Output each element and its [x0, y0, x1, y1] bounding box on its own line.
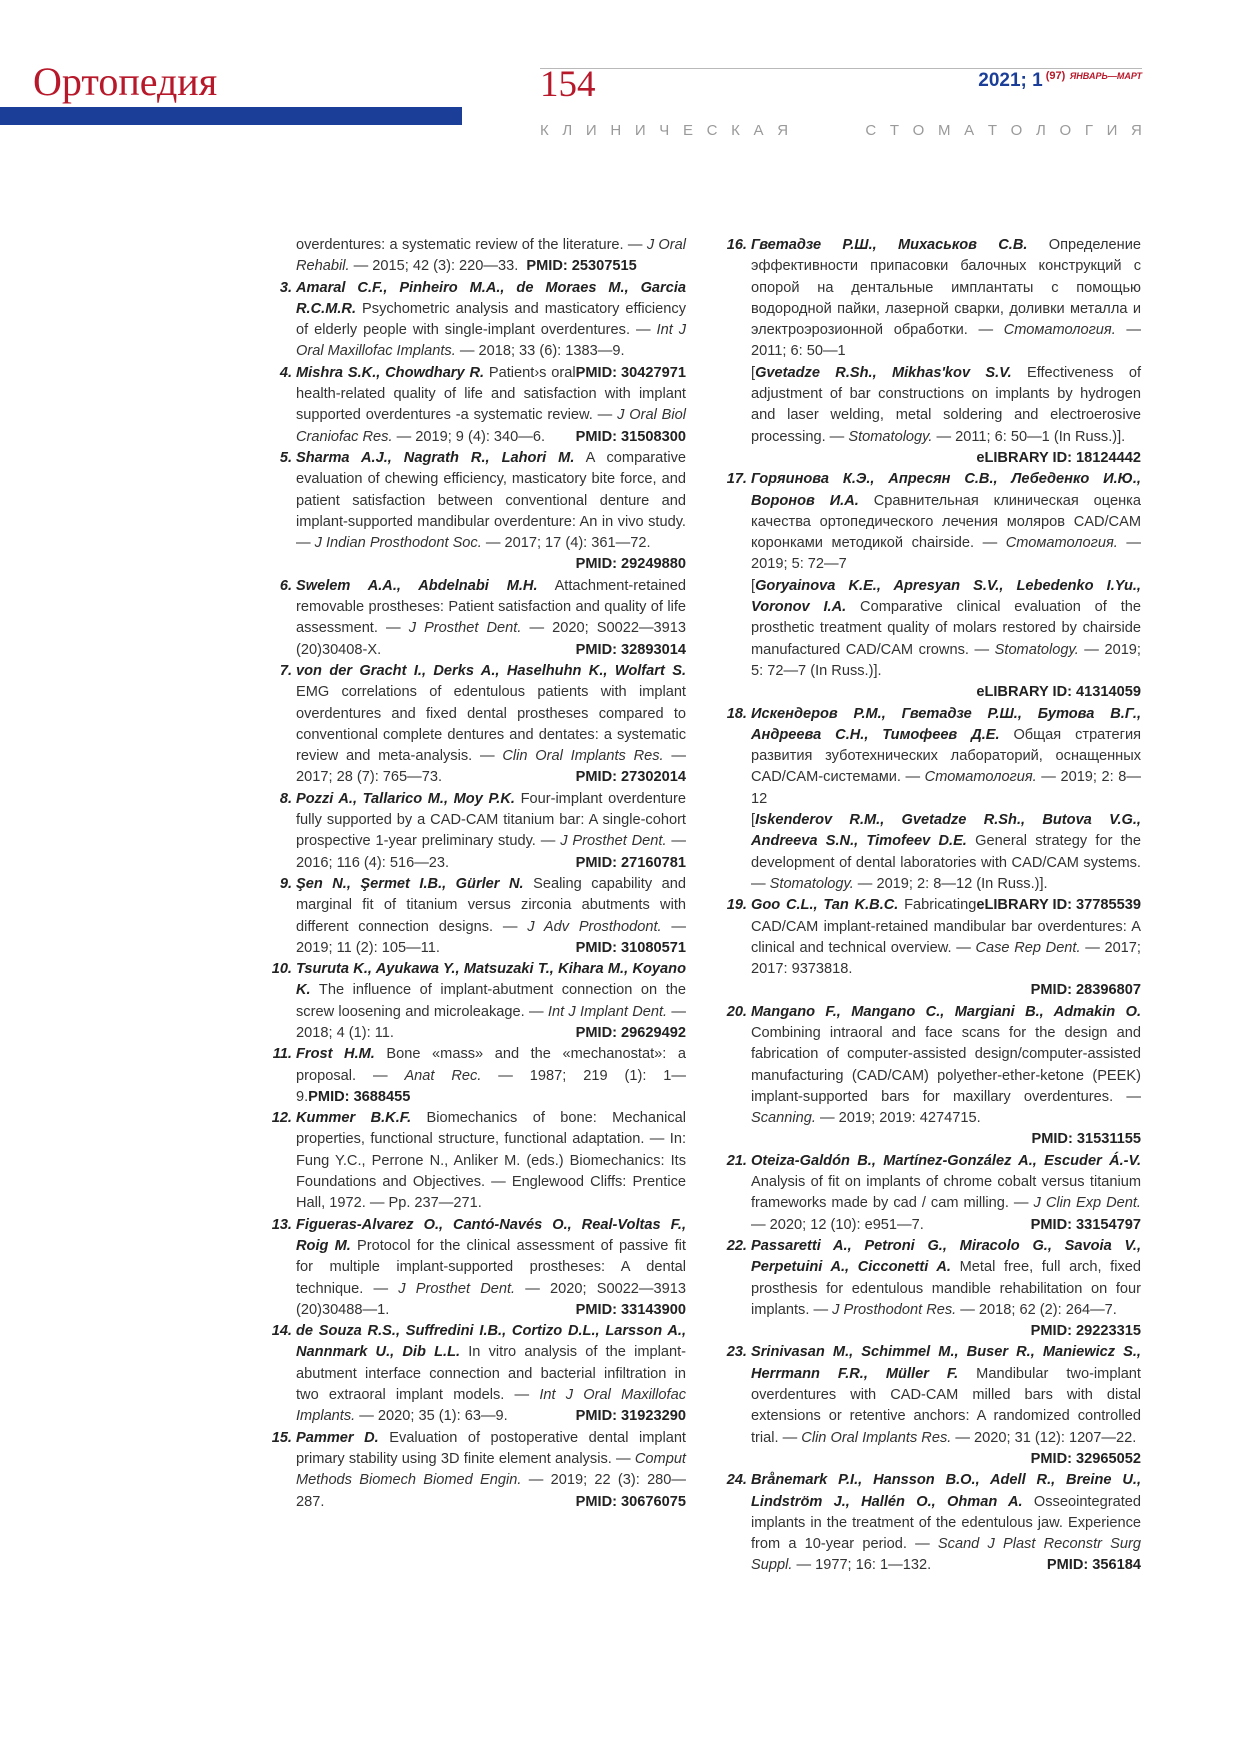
journal-letter: М	[938, 122, 951, 139]
issue-year-number: 2021; 1	[978, 70, 1043, 91]
reference-transliteration: [Gvetadze R.Sh., Mikhas'kov S.V. Effectiveness of adjustment of bar constructions on implants by hydrogen and laser welding, metal soldering and electroerosive processing. — Stomatology. — 2011; 6: 50—1 (In Russ.)].	[751, 364, 1142, 445]
reference-text: Osseointegrated implants in the treatment of the edentulous jaw. Experience from a 10-year period. —	[751, 1493, 1141, 1553]
reference-journal: Anat Rec.	[404, 1067, 482, 1084]
reference-authors-translit: Iskenderov R.M., Gvetadze R.Sh., Butova V.G., Andreeva S.N., Timofeev D.E.	[751, 812, 1141, 850]
journal-letter: И	[585, 122, 597, 139]
reference-journal: Стоматология.	[1005, 535, 1118, 552]
reference-number: 7.	[279, 662, 292, 679]
reference-elibrary-id: eLIBRARY ID: 18124442	[976, 449, 1141, 466]
reference-authors: Amaral C.F., Pinheiro M.A., de Moraes M., Garcia R.C.M.R.	[296, 279, 686, 317]
reference-item-24	[725, 1470, 1141, 1576]
reference-text: Psychometric analysis and masticatory efficiency of elderly people with single-implant overdentures. —	[296, 300, 686, 339]
reference-authors: von der Gracht I., Derks A., Haselhuhn K., Wolfart S.	[296, 662, 686, 679]
journal-letter: А	[964, 122, 975, 139]
reference-journal: J Adv Prosthodont.	[527, 918, 662, 935]
journal-letter: Г	[1084, 122, 1093, 139]
journal-letter: Л	[562, 122, 573, 139]
reference-text: Fabricating CAD/CAM implant-retained mandibular bar overdentures: A clinical and technical overview. —	[751, 897, 1141, 956]
reference-details: — 1987; 219 (1): 1—9.	[296, 1067, 686, 1105]
reference-pmid: PMID: 31923290	[575, 1408, 686, 1425]
reference-journal: Clin Oral Implants Res.	[502, 748, 664, 765]
reference-details-translit: — 2019; 2: 8—12 (In Russ.)].	[853, 875, 1048, 892]
reference-item-20	[725, 1002, 1141, 1151]
issue-months: ЯНВАРЬ—МАРТ	[1069, 71, 1142, 81]
journal-letter: С	[706, 122, 718, 139]
journal-word-gap	[802, 122, 852, 139]
reference-details-translit: — 2019; 5: 72—7 (In Russ.)].	[751, 641, 1141, 679]
reference-item-6	[270, 576, 686, 661]
reference-authors: Oteiza-Galdón B., Martínez-González A., Escuder Á.-V.	[751, 1152, 1141, 1169]
reference-number: 12.	[271, 1110, 292, 1127]
reference-pmid: PMID: 25307515	[526, 258, 637, 275]
reference-text: Sealing capability and marginal fit of titanium versus zirconia abutments with different connection designs. —	[296, 875, 686, 935]
section-title: Ортопедия	[33, 59, 218, 104]
reference-pmid: PMID: 32965052	[1030, 1450, 1141, 1467]
reference-pmid: PMID: 29249880	[575, 556, 686, 573]
reference-column-left	[270, 235, 686, 1513]
reference-details: — 2020; 12 (10): e951—7.	[751, 1216, 924, 1233]
journal-letter: О	[912, 122, 925, 139]
reference-number: 5.	[279, 449, 292, 466]
reference-text-translit: Effectiveness of adjustment of bar constructions on implants by hydrogen and laser welding, metal soldering and electroerosive processing. —	[751, 364, 1142, 445]
reference-text: Biomechanics of bone: Mechanical properties, functional structure, functional adaptation. — In: Fung Y.C., Perrone N., Anliker M. (eds.) Biomechanics: Its Foundations and Objectives. — Englewood Cliffs: Prentice Hall, 1972. — Pp. 237—271.	[296, 1110, 686, 1212]
reference-text: Metal free, full arch, fixed prosthesis for edentulous mandible rehabilitation on four implants. —	[751, 1259, 1141, 1318]
reference-authors: Swelem A.A., Abdelnabi M.H.	[296, 577, 538, 594]
reference-details: — 2019; 11 (2): 105—11.	[296, 918, 686, 956]
reference-number: 11.	[272, 1046, 292, 1063]
reference-authors: Mangano F., Mangano C., Margiani B., Admakin O.	[751, 1003, 1141, 1020]
reference-item-7	[270, 661, 686, 789]
reference-text: In vitro analysis of the implant-abutment interface connection and bacterial infiltration in two extraoral implant models. —	[296, 1344, 687, 1404]
page-number: 154	[540, 64, 596, 105]
reference-item-5	[270, 448, 686, 576]
reference-authors: de Souza R.S., Suffredini I.B., Cortizo D.L., Larsson A., Nannmark U., Dib L.L.	[296, 1323, 686, 1361]
reference-number: 6.	[279, 577, 292, 594]
reference-transliteration: [Goryainova K.E., Apresyan S.V., Lebedenko I.Yu., Voronov I.A. Comparative clinical evaluation of the prosthetic treatment quality of molars restored by chairside manufactured CAD/CAM crowns. — Stomatology. — 2019; 5: 72—7 (In Russ.)].	[751, 577, 1141, 679]
journal-letter: С	[865, 122, 877, 139]
reference-authors-translit: Goryainova K.E., Apresyan S.V., Lebedenko I.Yu., Voronov I.A.	[751, 577, 1141, 616]
reference-journal: Стоматология.	[1003, 322, 1116, 339]
reference-details: — 2017; 2017: 9373818.	[751, 939, 1141, 978]
reference-journal-translit: Stomatology.	[769, 875, 854, 892]
reference-pmid: PMID: 30676075	[575, 1493, 686, 1510]
reference-item-21	[725, 1151, 1141, 1236]
reference-details: — 1977; 16: 1—132.	[792, 1557, 932, 1574]
reference-number: 3.	[279, 279, 292, 296]
header-rule	[540, 68, 1142, 69]
journal-letter: К	[731, 122, 740, 139]
reference-number: 19.	[726, 897, 747, 914]
reference-elibrary-id: eLIBRARY ID: 41314059	[976, 684, 1141, 701]
reference-pmid: PMID: 33154797	[1030, 1216, 1141, 1233]
reference-details: — 2017; 17 (4): 361—72.	[481, 535, 651, 552]
reference-pmid: PMID: 3688455	[308, 1088, 411, 1105]
journal-letter: Т	[987, 122, 997, 139]
reference-item-23	[725, 1342, 1141, 1470]
reference-pmid: PMID: 29629492	[575, 1024, 686, 1041]
reference-number: 4.	[279, 364, 292, 381]
reference-journal-translit: Stomatology.	[848, 428, 933, 445]
reference-authors: Brånemark P.I., Hansson B.O., Adell R., Breine U., Lindström J., Hallén O., Ohman A.	[751, 1472, 1141, 1510]
journal-letter: А	[753, 122, 764, 139]
header-color-bar	[0, 107, 462, 125]
reference-authors: Figueras-Alvarez O., Cantó-Navés O., Real-Voltas F., Roig M.	[296, 1216, 686, 1254]
reference-text: Bone «mass» and the «mechanostat»: a proposal. —	[296, 1046, 686, 1084]
reference-details: — 2016; 116 (4): 516—23.	[296, 833, 686, 871]
reference-details: — 2011; 6: 50—1	[751, 322, 1141, 360]
reference-authors: Kummer B.K.F.	[296, 1110, 412, 1127]
journal-letter: Я	[777, 122, 789, 139]
reference-number: 21.	[726, 1152, 747, 1169]
reference-journal: J Oral Rehabil.	[296, 237, 687, 275]
reference-details: — 2017; 28 (7): 765—73.	[296, 748, 686, 786]
reference-number: 22.	[726, 1237, 747, 1254]
reference-pmid: PMID: 27160781	[575, 854, 686, 871]
reference-journal: J Prosthet Dent.	[398, 1280, 516, 1297]
reference-number: 17.	[726, 471, 747, 488]
reference-item-15	[270, 1428, 686, 1513]
reference-authors: Pozzi A., Tallarico M., Moy P.K.	[296, 790, 515, 807]
reference-item-10	[270, 959, 686, 1044]
reference-text: Mandibular two-implant overdentures with CAD-CAM milled bars with distal extensions or retentive anchors: A randomized controlled trial. —	[751, 1365, 1141, 1446]
journal-letter: Ч	[659, 122, 670, 139]
reference-item-12	[270, 1108, 686, 1214]
journal-letter: Я	[1131, 122, 1142, 139]
reference-authors: Şen N., Şermet I.B., Gürler N.	[296, 875, 524, 892]
reference-item-9	[270, 874, 686, 959]
reference-text: overdentures: a systematic review of the literature. —	[296, 237, 647, 253]
reference-journal: Clin Oral Implants Res.	[801, 1429, 952, 1446]
reference-pmid: PMID: 29223315	[1030, 1323, 1141, 1340]
reference-journal: Scand J Plast Reconstr Surg Suppl.	[751, 1536, 1141, 1574]
issue-total-number: (97)	[1045, 70, 1066, 82]
reference-authors-translit: Gvetadze R.Sh., Mikhas'kov S.V.	[755, 364, 1012, 381]
reference-item-19	[725, 895, 1141, 1001]
reference-journal: J Prosthet Dent.	[408, 620, 522, 637]
reference-text-translit: Comparative clinical evaluation of the prosthetic treatment quality of molars restored by chairside manufactured CAD/CAM crowns. —	[751, 599, 1141, 658]
reference-authors: Frost H.M.	[296, 1046, 375, 1063]
reference-number: 20.	[726, 1003, 747, 1020]
reference-authors: Искендеров Р.М., Гветадзе Р.Ш., Бутова В.Г., Андреева С.Н., Тимофеев Д.Е.	[751, 705, 1141, 743]
reference-journal: Comput Methods Biomech Biomed Engin.	[296, 1450, 686, 1489]
reference-authors: Goo C.L., Tan K.B.C.	[751, 897, 899, 914]
reference-authors: Mishra S.K., Chowdhary R.	[296, 364, 485, 381]
reference-text: The influence of implant-abutment connection on the screw loosening and microleakage. —	[296, 982, 686, 1020]
reference-pmid: PMID: 27302014	[575, 769, 686, 786]
reference-details: — 2019; 2: 8—12	[751, 769, 1141, 807]
reference-journal: J Prosthet Dent.	[560, 833, 667, 850]
reference-journal: Стоматология.	[924, 769, 1037, 786]
reference-journal: J Prosthodont Res.	[832, 1301, 957, 1318]
reference-details-translit: — 2011; 6: 50—1 (In Russ.)].	[932, 428, 1126, 445]
reference-column-right	[725, 235, 1141, 1577]
reference-journal: J Indian Prosthodont Soc.	[314, 535, 482, 552]
reference-text: Protocol for the clinical assessment of passive fit for multiple implant-supported prostheses: A dental technique. —	[296, 1237, 686, 1297]
journal-letter: Т	[889, 122, 900, 139]
journal-letter: Н	[610, 122, 622, 139]
reference-pmid: PMID: 31080571	[575, 939, 686, 956]
reference-number: 15.	[271, 1429, 292, 1446]
reference-number: 14.	[271, 1323, 292, 1340]
reference-item-17	[725, 469, 1141, 703]
reference-authors: Tsuruta K., Ayukawa Y., Matsuzaki T., Kihara M., Koyano K.	[296, 961, 686, 999]
reference-details: — 2020; 35 (1): 63—9.	[355, 1408, 508, 1425]
journal-name	[540, 122, 1142, 139]
reference-text-translit: General strategy for the development of dental laboratories with CAD/CAM systems. —	[751, 833, 1141, 892]
reference-item-8	[270, 789, 686, 874]
reference-item-13	[270, 1215, 686, 1321]
reference-number: 10.	[271, 961, 292, 978]
reference-pmid: PMID: 31508300	[575, 428, 686, 445]
reference-authors: Passaretti A., Petroni G., Miracolo G., Savoia V., Perpetuini A., Cicconetti A.	[751, 1237, 1141, 1276]
reference-pmid: PMID: 28396807	[1030, 982, 1141, 999]
reference-pmid: PMID: 31531155	[1031, 1131, 1141, 1148]
reference-number: 9.	[279, 875, 292, 892]
reference-details: — 2019; 5: 72—7	[751, 535, 1141, 573]
reference-text: Attachment-retained removable prostheses: Patient satisfaction and quality of life assessment. —	[296, 577, 686, 637]
journal-letter: И	[1106, 122, 1118, 139]
reference-details: — 2020; S0022—3913 (20)30488—1.	[296, 1280, 686, 1318]
reference-pmid: PMID: 30427971	[575, 364, 686, 381]
reference-text: EMG correlations of edentulous patients with implant overdentures and fixed dental prostheses compared to conventional complete dentures and dentates: a systematic review and meta-analysis. —	[296, 684, 686, 765]
reference-text: Four-implant overdenture fully supported by a CAD-CAM titanium bar: A single-cohort prospective 1-year preliminary study. —	[296, 790, 686, 850]
reference-journal: Case Rep Dent.	[975, 939, 1081, 956]
reference-pmid: PMID: 33143900	[575, 1301, 686, 1318]
reference-text: A comparative evaluation of chewing efficiency, masticatory bite force, and patient satisfaction between conventional denture and implant-supported mandibular overdenture: An in vivo study. —	[296, 449, 686, 552]
reference-transliteration: [Iskenderov R.M., Gvetadze R.Sh., Butova V.G., Andreeva S.N., Timofeev D.E. General strategy for the development of dental laboratories with CAD/CAM systems. — Stomatology. — 2019; 2: 8—12 (In Russ.)]. eLIBRARY ID: 37785539	[751, 810, 1141, 895]
reference-journal: Int J Implant Dent.	[547, 1003, 668, 1020]
reference-item-16	[725, 235, 1141, 469]
reference-text: Общая стратегия развития зуботехнических лабораторий, оснащенных CAD/CAM-системами. —	[751, 726, 1141, 786]
reference-journal: J Clin Exp Dent.	[1033, 1195, 1141, 1212]
reference-text: Evaluation of postoperative dental implant primary stability using 3D finite element analysis. —	[296, 1429, 686, 1467]
journal-letter: К	[540, 122, 549, 139]
journal-letter: Е	[682, 122, 693, 139]
reference-authors: Srinivasan M., Schimmel M., Buser R., Maniewicz S., Herrmann F.R., Müller F.	[751, 1344, 1141, 1382]
journal-letter: Л	[1035, 122, 1046, 139]
reference-authors: Горяинова К.Э., Апресян С.В., Лебеденко И.Ю., Воронов И.А.	[751, 471, 1141, 509]
reference-elibrary-id: eLIBRARY ID: 37785539	[976, 897, 1141, 914]
reference-text: Combining intraoral and face scans for the design and fabrication of computer-assisted design/computer-assisted manufacturing (CAD/CAM) polyether-ether-ketone (PEEK) implant-supported bars for maxillary overdentures. —	[751, 1024, 1141, 1105]
reference-details: — 2020; 31 (12): 1207—22.	[951, 1429, 1137, 1446]
reference-details: — 2019; 22 (3): 280—287.	[296, 1472, 687, 1510]
journal-letter: О	[1059, 122, 1072, 139]
reference-journal-translit: Stomatology.	[994, 641, 1079, 658]
journal-letter: И	[634, 122, 646, 139]
reference-text: Patient›s oral health-related quality of life and satisfaction with implant supported overdentures -a systematic review. —	[296, 364, 686, 424]
reference-journal: Int J Oral Maxillofac Implants.	[296, 322, 687, 360]
reference-text: Определение эффективности припасовки балочных конструкций с опорой на дентальные имплантаты с помощью водородной пайки, лазерной сварки, доливки металла и электроэрозионной обработки. —	[751, 237, 1141, 339]
reference-authors: Гветадзе Р.Ш., Михаськов С.В.	[751, 237, 1028, 253]
issue-info	[978, 71, 1142, 90]
reference-authors: Pammer D.	[296, 1429, 379, 1446]
reference-text: Analysis of fit on implants of chrome cobalt versus titanium frameworks made by cad / cam milling. —	[751, 1174, 1141, 1212]
reference-item-2-continued	[270, 235, 686, 278]
reference-details: — 2018; 4 (1): 11.	[296, 1003, 686, 1041]
reference-journal: Int J Oral Maxillofac Implants.	[296, 1387, 686, 1425]
reference-item-4	[270, 363, 686, 448]
journal-letter: О	[1010, 122, 1023, 139]
reference-item-14	[270, 1321, 686, 1427]
reference-item-11	[270, 1044, 686, 1108]
reference-details: — 2020; S0022—3913 (20)30408-X.	[296, 620, 687, 658]
reference-number: 18.	[726, 705, 747, 722]
reference-text: Сравнительная клиническая оценка качества ортопедического лечения моляров CAD/CAM коронками методикой chairside. —	[751, 492, 1141, 552]
reference-number: 23.	[726, 1344, 747, 1361]
reference-item-22	[725, 1236, 1141, 1342]
reference-authors: Sharma A.J., Nagrath R., Lahori M.	[296, 449, 575, 466]
reference-journal: Scanning.	[751, 1110, 816, 1127]
reference-details: — 2019; 9 (4): 340—6.	[392, 428, 546, 445]
reference-details: — 2018; 33 (6): 1383—9.	[455, 343, 625, 360]
reference-details: — 2015; 42 (3): 220—33.	[349, 258, 519, 275]
reference-number: 16.	[726, 237, 747, 253]
reference-pmid: PMID: 32893014	[575, 641, 686, 658]
reference-details: — 2018; 62 (2): 264—7.	[956, 1301, 1117, 1318]
reference-pmid: PMID: 356184	[1046, 1557, 1141, 1574]
reference-number: 8.	[279, 790, 292, 807]
reference-details: — 2019; 2019: 4274715.	[815, 1110, 981, 1127]
reference-journal: J Oral Biol Craniofac Res.	[296, 407, 687, 445]
reference-number: 24.	[726, 1472, 747, 1489]
reference-number: 13.	[271, 1216, 292, 1233]
